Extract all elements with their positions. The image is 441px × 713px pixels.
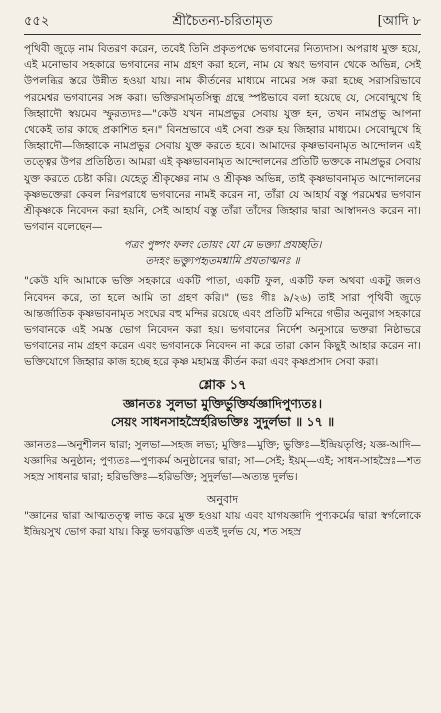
gita-quote-line-2: তদহং ভক্ত্যুপহৃতমশ্নামি প্রযতাত্মনঃ ॥ [145,255,300,268]
verse-line-1: জ্ঞানতঃ সুলভা মুক্তির্ভুক্তির্যজ্ঞাদিপুণ্যতঃ। [122,395,323,411]
running-title: শ্রীচৈতন্য-চরিতামৃত [172,14,273,29]
translation-heading: অনুবাদ [206,493,239,507]
page-header [24,10,421,34]
verse-line-2: সেয়ং সাধনসাহস্রৈর্হরিভক্তিঃ সুদুর্লভা ॥ ১৭ ॥ [110,413,335,429]
verse-title: শ্লোক ১৭ [198,377,247,393]
page-number: ৫৫২ [24,14,50,29]
translation-text: "জ্ঞানের দ্বারা আত্মতত্ত্ব লাভ করে মুক্ত হওয়া যায় এবং যাগযজ্ঞাদি পুণ্যকর্মের দ্বারা স্বর্গলোকে ইন্দ্রিয়সুখ ভোগ করা যায়। কিন্তু ভগবদ্ভক্তি এতই দুর্লভ যে, শত সহস্র [24,510,421,539]
gita-quote [24,237,421,269]
header-rule [24,34,421,35]
section-tag: [আদি ৮ [377,14,421,29]
purport-paragraph-1: পৃথিবী জুড়ে নাম বিতরণ করেন, তবেই তিনি প্রকৃতপক্ষে ভগবানের নিত্যদাস। অপরাধ মুক্ত হয়ে, এই মনোভাব সহকারে ভগবানের নাম গ্রহণ করা হলে, নাম যে স্বয়ং ভগবান থেকে অভিন্ন, সেই উপলব্ধির স্তরে উন্নীত হওয়া যায়। নাম কীর্তনের মাধ্যমে নামের সঙ্গ করা হচ্ছে সরাসরিভাবে পরমেশ্বর ভগবানের সঙ্গ করা। ভক্তিরসামৃতসিন্ধু গ্রন্থে স্পষ্টভাবে বলা হয়েছে যে, সেবোন্মুখে হি জিহ্বাদৌ স্বয়মেব স্ফুরত্যদঃ—"কেউ যখন নামপ্রভুর সেবায় যুক্ত হন, তখন নামপ্রভু আপনা থেকেই তার কাছে প্রকাশিত হন।" বিনম্রভাবে এই সেবা শুরু হয় জিহ্বার মাধ্যমে। সেবোন্মুখে হি জিহ্বাদৌ—জিহ্বাকে নামপ্রভুর সেবায় যুক্ত করতে হবে। আমাদের কৃষ্ণভাবনামৃত আন্দোলন এই তত্ত্বের উপর প্রতিষ্ঠিত। আমরা এই কৃষ্ণভাবনামৃত আন্দোলনের প্রতিটি ভক্তকে নামপ্রভুর সেবায় যুক্ত করতে চেষ্টা করি। যেহেতু শ্রীকৃষ্ণের নাম ও শ্রীকৃষ্ণ অভিন্ন, তাই কৃষ্ণভাবনামৃত আন্দোলনের কৃষ্ণভক্তেরা কেবল নিরপরাধে ভগবানের নামই করেন না, তাঁরা যে আহার্য বস্তু পরমেশ্বর ভগবান শ্রীকৃষ্ণকে নিবেদন করা হয়নি, সেই আহার্য বস্তু তাঁরা তাঁদের জিহ্বার দ্বারা আস্বাদনও করেন না। ভগবান বলেছেন— [24,43,421,234]
synonyms: জ্ঞানতঃ—অনুশীলন দ্বারা; সুলভা—সহজ লভ্য; মুক্তিঃ—মুক্তি; ভুক্তিঃ—ইন্দ্রিয়তৃপ্তি; যজ্ঞ-আদি—যজ্ঞাদির অনুষ্ঠান; পুণ্যতঃ—পুণ্যকর্ম অনুষ্ঠানের দ্বারা; সা—সেই; ইয়ম্—এই; সাধন-সাহস্রৈঃ—শত সহস্র সাধনার দ্বারা; হরিভক্তিঃ—হরিভক্তি; সুদুর্লভা—অত্যন্ত দুর্লভ। [24,438,421,484]
purport-paragraph-2: "কেউ যদি আমাকে ভক্তি সহকারে একটি পাতা, একটি ফুল, একটি ফল অথবা একটু জলও নিবেদন করে, তা হলে আমি তা গ্রহণ করি।" (ভঃ গীঃ ৯/২৬) তাই সারা পৃথিবী জুড়ে আন্তর্জাতিক কৃষ্ণভাবনামৃত সংঘের বহু মন্দির রয়েছে এবং প্রতিটি মন্দিরে গভীর অনুরাগ সহকারে ভগবানকে এই সমস্ত ভোগ নিবেদন করা হয়। ভগবানের নির্দেশ অনুসারে ভক্তরা নিষ্ঠাভরে ভগবানের নাম গ্রহণ করেন এবং ভগবানকে নিবেদন না করে তারা কোন কিছুই আহার করেন না। ভক্তিযোগে জিহ্বার কাজ হচ্ছে হরে কৃষ্ণ মহামন্ত্র কীর্তন করা এবং কৃষ্ণপ্রসাদ সেবা করা। [24,275,421,369]
gita-quote-line-1: পত্রং পুষ্পং ফলং তোয়ং যো মে ভক্ত্যা প্রযচ্ছতি। [123,239,322,252]
